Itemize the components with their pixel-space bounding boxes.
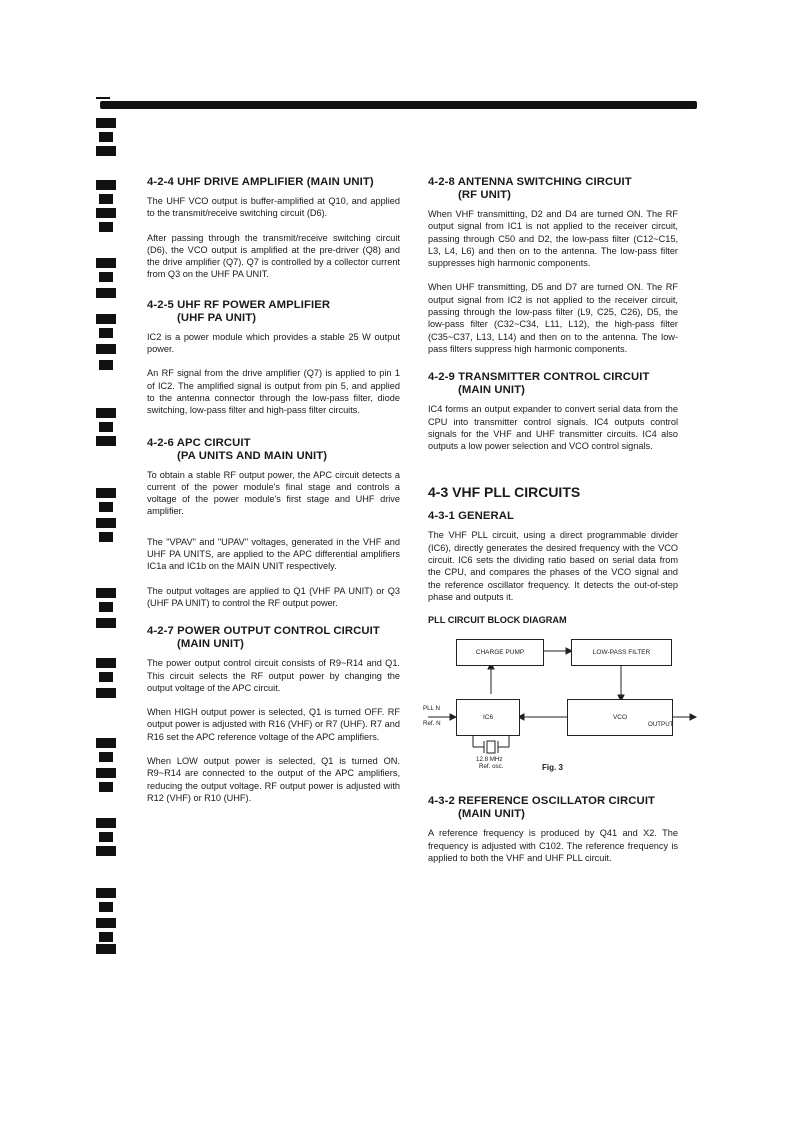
section-4-2-4 (147, 176, 400, 281)
section-heading: 4-2-9 TRANSMITTER CONTROL CIRCUIT (MAIN UNIT) (428, 371, 650, 397)
section-4-2-8 (428, 176, 678, 355)
diagram-title: PLL CIRCUIT BLOCK DIAGRAM (428, 615, 567, 626)
binding-edge (96, 118, 118, 958)
section-heading: 4-2-7 POWER OUTPUT CONTROL CIRCUIT (MAIN UNIT) (147, 625, 380, 651)
section-heading: 4-3-2 REFERENCE OSCILLATOR CIRCUIT (MAIN UNIT) (428, 795, 656, 821)
left-column (147, 176, 400, 816)
crystal-frequency: 12.8 MHz (476, 756, 503, 764)
pll-block-diagram (423, 635, 693, 775)
paragraph: A reference frequency is produced by Q41 and X2. The frequency is adjusted with C102. The reference frequency is applied to both the VHF and UHF PLL circuit. (428, 828, 678, 863)
section-4-2-7 (147, 625, 400, 804)
paragraph: After passing through the transmit/receive switching circuit (D6), the VCO output is amplified at the pre-driver (Q8) and the drive amplifier (Q7). Q7 is controlled by a collector current from Q3 on the UHF PA UNIT. (147, 232, 400, 280)
paragraph: The UHF VCO output is buffer-amplified at Q10, and applied to the transmit/receive switching circuit (D6). (147, 196, 400, 219)
low-pass-filter-block: LOW-PASS FILTER (571, 639, 672, 666)
vco-block: VCO (567, 699, 673, 736)
charge-pump-block: CHARGE PUMP (456, 639, 544, 666)
section-heading: 4-2-5 UHF RF POWER AMPLIFIER (UHF PA UNIT) (147, 298, 331, 324)
section-4-3-1 (428, 510, 678, 603)
section-4-2-6 (147, 437, 400, 610)
section-heading: 4-2-4 UHF DRIVE AMPLIFIER (MAIN UNIT) (147, 176, 374, 188)
major-heading: 4-3 VHF PLL CIRCUITS (428, 484, 581, 501)
paragraph: When VHF transmitting, D2 and D4 are turned ON. The RF output signal from IC1 is not applied to the receiver circuit, passing through C50 and D2, the low-pass filter (C12~C15, L3, L4, L6) and then on to the antenna. The low-pass filter suppresses high harmonic components. (428, 209, 678, 269)
right-column (423, 176, 678, 876)
paragraph: The "VPAV" and "UPAV" voltages, generated in the VHF and UHF PA UNITS, are applied to the APC differential amplifiers IC1a and IC1b on the MAIN UNIT respectively. (147, 536, 400, 572)
crystal-label: Ref. osc. (479, 763, 504, 771)
top-rule-tick (96, 97, 110, 99)
paragraph: To obtain a stable RF output power, the APC circuit detects a current of the power module's final stage and controls a voltage of the power module's first stage and UHF drive amplifier. (147, 469, 400, 517)
top-rule (100, 101, 697, 109)
paragraph: An RF signal from the drive amplifier (Q7) is applied to pin 1 of IC2. The amplified signal is output from pin 5, and applied to the antenna connector through the low-pass filter, diode switching, low-pass filter and high-pass filter circuits. (147, 368, 400, 416)
section-heading: 4-3-1 GENERAL (428, 510, 515, 523)
pll-n-label: PLL N (423, 705, 440, 713)
section-4-2-9 (428, 371, 678, 452)
section-heading: 4-2-6 APC CIRCUIT (PA UNITS AND MAIN UNIT) (147, 436, 328, 462)
section-4-2-5 (147, 299, 400, 417)
ref-n-label: Ref. N (423, 720, 441, 728)
paragraph: The output voltages are applied to Q1 (VHF PA UNIT) or Q3 (UHF PA UNIT) to control the RF output power. (147, 585, 400, 608)
ic6-block: IC6 (456, 699, 520, 736)
paragraph: When LOW output power is selected, Q1 is turned ON. R9~R14 are connected to the output of the APC amplifiers, reducing the output voltage. RF output power is adjusted with R12 (VHF) or R10 (UHF). (147, 756, 400, 803)
output-label: OUTPUT (648, 721, 674, 729)
section-4-3-2 (428, 795, 678, 864)
paragraph: IC4 forms an output expander to convert serial data from the CPU into transmitter control signals. IC4 outputs control signals for the VHF and UHF transmitter circuits. IC4 also outputs a low power selection and VCO control signals. (428, 404, 678, 452)
section-heading: 4-2-8 ANTENNA SWITCHING CIRCUIT (RF UNIT) (428, 176, 632, 201)
paragraph: When UHF transmitting, D5 and D7 are turned ON. The RF output signal from IC2 is not applied to the receiver circuit, passing through the low-pass filter (L9, C25, C26), D5, the low-pass filter (C32~C34, L11, L12), the high-pass filter (C35~C37, L13, L14) and then on to the antenna. The low-pass filters suppress high harmonic components. (428, 282, 678, 354)
paragraph: The VHF PLL circuit, using a direct programmable divider (IC6), directly generates the desired frequency with the VCO circuit. IC6 sets the dividing ratio based on serial data from the CPU, and compares the phases of the VCO signal and the reference oscillator frequency. It detects the out-of-step phase and outputs it. (428, 530, 678, 602)
figure-caption: Fig. 3 (542, 763, 563, 773)
paragraph: The power output control circuit consists of R9~R14 and Q1. This circuit selects the RF output power by changing the output voltage of the APC circuit. (147, 658, 400, 693)
paragraph: IC2 is a power module which provides a stable 25 W output power. (147, 331, 400, 355)
paragraph: When HIGH output power is selected, Q1 is turned OFF. RF output power is adjusted with R16 (VHF) or R7 (UHF). R7 and R16 set the APC reference voltage of the APC amplifiers. (147, 707, 400, 742)
